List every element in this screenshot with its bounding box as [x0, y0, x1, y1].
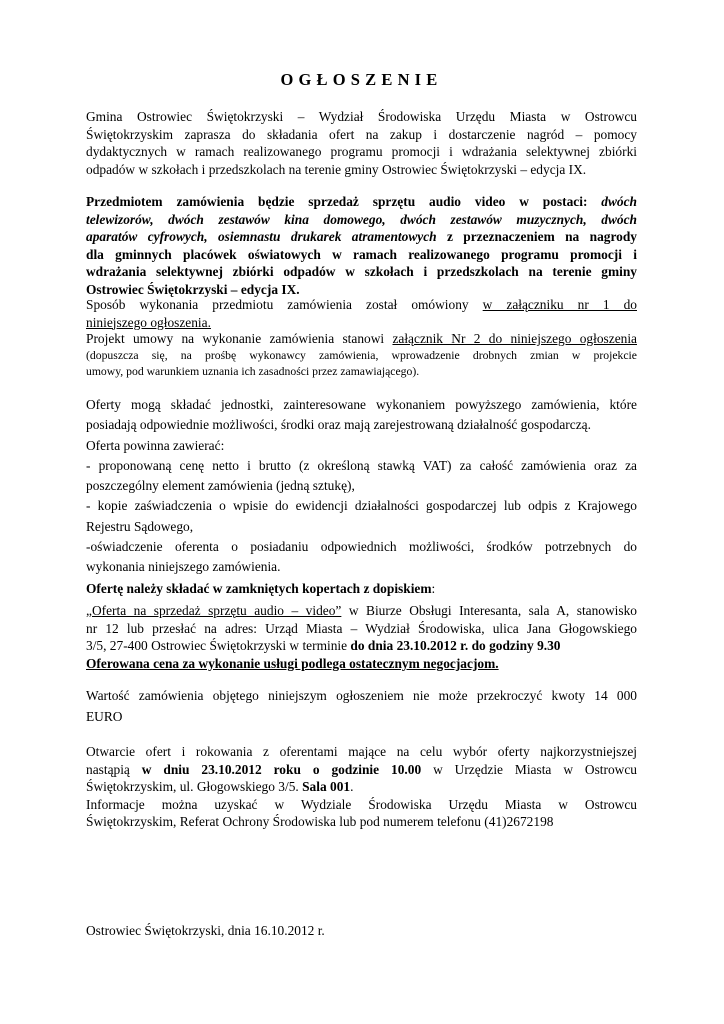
intro-line: dydaktycznych w ramach realizowanego programu promocji i wdrażania selektywnej zbiórki [86, 144, 637, 159]
contract-note-line: (dopuszcza się, na prośbę wykonawcy zamówienia, wprowadzenie drobnych zmian w projekcie [86, 349, 637, 362]
subject-line [86, 246, 637, 264]
room-number: Sala 001 [302, 779, 351, 794]
opening-line: nastąpią w dniu 23.10.2012 roku o godzinie 10.00 w Urzędzie Miasta w Ostrowcu [86, 761, 637, 777]
subject-line [86, 211, 637, 229]
subject-line [86, 193, 637, 211]
method-line [86, 314, 637, 332]
intro-paragraph [86, 108, 637, 178]
submission-line: „Oferta na sprzedaż sprzętu audio – video” w Biurze Obsługi Interesanta, sala A, stanowisko [86, 603, 637, 618]
subject-paragraph [86, 193, 637, 298]
contract-text: Projekt umowy na wykonanie zamówienia stanowi [86, 331, 385, 346]
negotiation-note: Oferowana cena za wykonanie usługi podlega ostatecznym negocjacjom. [86, 655, 499, 671]
offers-line: Oferta powinna zawierać: [86, 437, 225, 453]
method-line [86, 296, 637, 314]
method-paragraph [86, 296, 637, 331]
offers-line: -oświadczenie oferenta o posiadaniu odpowiednich możliwości, środków potrzebnych do [86, 539, 637, 555]
intro-line: Świętokrzyskim zaprasza do składania ofert na zakup i dostarczenie nagród – pomocy [86, 126, 637, 142]
subject-text: dla gminnych placówek oświatowych w ramach realizowanego programu promocji i [86, 246, 637, 262]
place-date: Ostrowiec Świętokrzyski, dnia 16.10.2012 r. [86, 923, 325, 938]
opening-line: Świętokrzyskim, Referat Ochrony Środowiska lub pod numerem telefonu (41)2672198 [86, 814, 554, 829]
subject-items: dwóch [601, 194, 637, 209]
method-text: Sposób wykonania przedmiotu zamówienia został omówiony [86, 297, 469, 312]
attachment-1-link[interactable]: niniejszego ogłoszenia. [86, 314, 211, 330]
subject-text: Przedmiotem zamówienia będzie sprzedaż sprzętu audio video w postaci: [86, 194, 588, 209]
offers-line: Rejestru Sądowego, [86, 518, 194, 534]
contract-note [86, 348, 637, 379]
opening-line: Informacje można uzyskać w Wydziale Środowiska Urzędu Miasta w Ostrowcu [86, 796, 637, 812]
submission-line: 3/5, 27-400 Ostrowiec Świętokrzyski w terminie do dnia 23.10.2012 r. do godziny 9.30 [86, 638, 561, 653]
offers-paragraph [86, 395, 637, 578]
subject-text: z przeznaczeniem na nagrody [446, 229, 637, 244]
contract-line [86, 330, 637, 348]
offers-line: wykonania niniejszego zamówienia. [86, 559, 281, 575]
intro-line: Gmina Ostrowiec Świętokrzyski – Wydział Środowiska Urzędu Miasta w Ostrowcu [86, 109, 637, 124]
attachment-2-link[interactable]: załącznik Nr 2 do niniejszego ogłoszenia [392, 331, 637, 346]
subject-text: Ostrowiec Świętokrzyski – edycja IX. [86, 281, 300, 297]
value-line: Wartość zamówienia objętego niniejszym ogłoszeniem nie może przekroczyć kwoty 14 000 [86, 688, 637, 703]
offers-line: posiadają odpowiednie możliwości, środki oraz mają zarejestrowaną działalność gospodarczą. [86, 417, 591, 433]
subject-line [86, 263, 637, 281]
opening-line: Otwarcie ofert i rokowania z oferentami mające na celu wybór oferty najkorzystniejszej [86, 744, 637, 759]
subject-items: telewizorów, dwóch zestawów kina domowego, dwóch zestawów muzycznych, dwóch [86, 211, 637, 227]
offers-line: - kopie zaświadczenia o wpisie do ewidencji działalności gospodarczej lub odpis z Krajowego [86, 498, 637, 514]
offers-line: Oferty mogą składać jednostki, zainteresowane wykonaniem powyższego zamówienia, które [86, 397, 637, 412]
submission-line [86, 655, 637, 673]
subject-items: aparatów cyfrowych, osiemnastu drukarek atramentowych [86, 229, 437, 244]
page-title: OGŁOSZENIE [280, 70, 443, 89]
offers-line: - proponowaną cenę netto i brutto (z określoną stawką VAT) za całość zamówienia oraz za [86, 457, 637, 473]
submission-details [86, 602, 637, 672]
contract-note-line: umowy, pod warunkiem uznania ich zasadności przez zamawiającego). [86, 364, 420, 378]
offers-line: poszczególny element zamówienia (jedną sztukę), [86, 478, 355, 494]
intro-line: odpadów w szkołach i przedszkolach na terenie gminy Ostrowiec Świętokrzyski – edycja IX. [86, 161, 587, 177]
opening-paragraph [86, 743, 637, 831]
attachment-1-link[interactable]: w załączniku nr 1 do [482, 297, 637, 312]
value-paragraph [86, 686, 637, 727]
subject-text: wdrażania selektywnej zbiórki odpadów w szkołach i przedszkolach na terenie gminy [86, 264, 637, 279]
value-line: EURO [86, 708, 123, 724]
submission-paragraph [86, 580, 637, 598]
subject-line [86, 228, 637, 246]
envelope-label: „Oferta na sprzedaż sprzętu audio – video” [86, 603, 342, 618]
opening-line: Świętokrzyskim, ul. Głogowskiego 3/5. Sala 001. [86, 779, 354, 794]
deadline: do dnia 23.10.2012 r. do godziny 9.30 [350, 638, 561, 653]
submission-line: nr 12 lub przesłać na adres: Urząd Miasta – Wydział Środowiska, ulica Jana Głogowskiego [86, 620, 637, 636]
submission-heading: Ofertę należy składać w zamkniętych kopertach z dopiskiem: [86, 581, 436, 596]
opening-date: w dniu 23.10.2012 roku o godzinie 10.00 [129, 761, 422, 777]
contract-paragraph [86, 330, 637, 348]
